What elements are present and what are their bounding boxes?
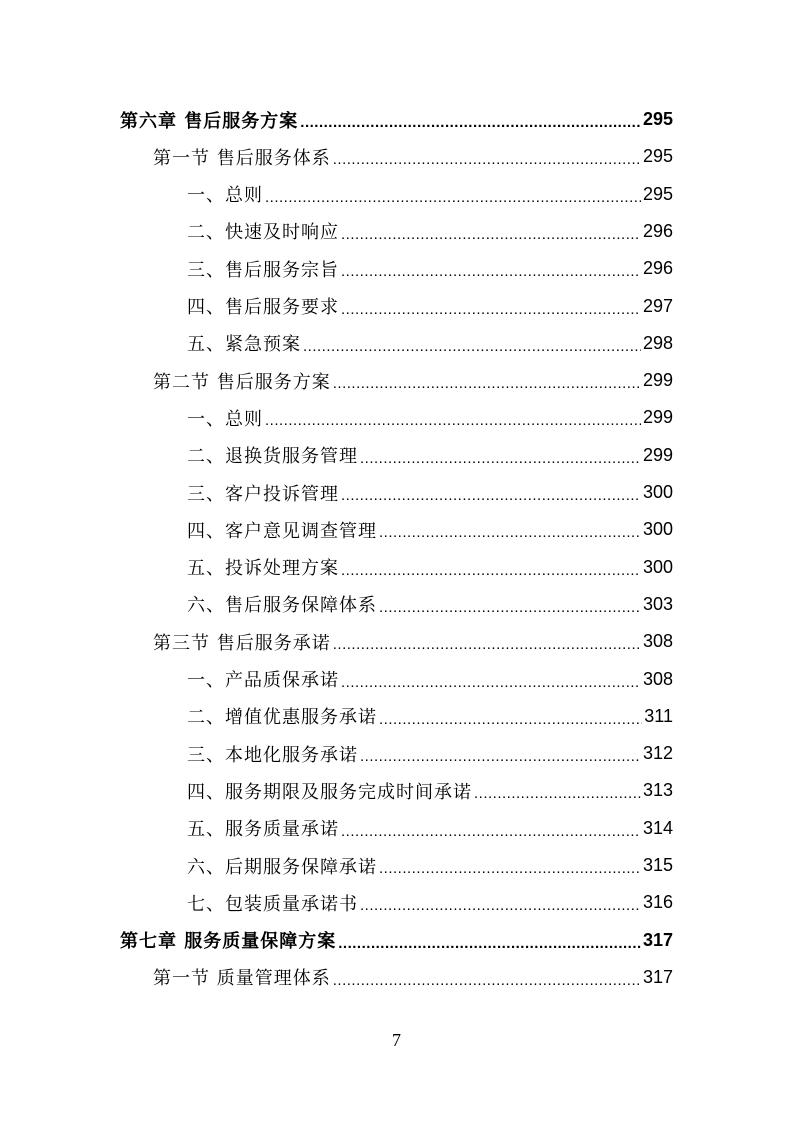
toc-dot-leader (341, 487, 641, 504)
toc-entry-page-number: 298 (642, 332, 673, 353)
toc-entry-page-number: 312 (642, 743, 673, 764)
toc-entry-title: 三、本地化服务承诺 (187, 744, 358, 766)
toc-entry-section[interactable] (153, 138, 673, 175)
toc-dot-leader (333, 151, 641, 168)
toc-dot-leader (379, 711, 642, 728)
toc-entry-page-number: 295 (642, 146, 673, 167)
toc-entry-title: 五、紧急预案 (187, 334, 301, 356)
toc-entry-title: 第二节 售后服务方案 (153, 371, 331, 393)
toc-entry-page-number: 317 (642, 966, 673, 987)
toc-entry-item[interactable] (187, 437, 673, 474)
toc-entry-page-number: 295 (642, 183, 673, 204)
toc-entry-title: 第七章 服务质量保障方案 (120, 931, 337, 953)
toc-entry-item[interactable] (187, 213, 673, 250)
toc-entry-title: 一、产品质保承诺 (187, 670, 339, 691)
toc-entry-title: 七、包装质量承诺书 (187, 893, 358, 915)
toc-dot-leader (341, 674, 641, 691)
toc-entry-section[interactable] (153, 959, 673, 996)
toc-dot-leader (341, 823, 641, 840)
toc-dot-leader (360, 897, 641, 914)
toc-entry-page-number: 295 (642, 109, 673, 129)
toc-entry-item[interactable] (187, 549, 673, 586)
toc-entry-title: 六、售后服务保障体系 (187, 595, 377, 617)
toc-dot-leader (300, 114, 641, 131)
toc-dot-leader (341, 562, 641, 579)
toc-entry-item[interactable] (187, 399, 673, 436)
toc-dot-leader (379, 524, 641, 541)
toc-entry-page-number: 314 (642, 817, 673, 838)
toc-dot-leader (341, 263, 641, 280)
toc-entry-item[interactable] (187, 511, 673, 548)
toc-entry-title: 五、投诉处理方案 (187, 558, 339, 580)
toc-entry-page-number: 299 (642, 444, 673, 465)
toc-entry-item[interactable] (187, 698, 673, 735)
toc-entry-title: 五、服务质量承诺 (187, 819, 339, 841)
toc-entry-title: 一、总则 (187, 185, 263, 207)
toc-dot-leader (338, 935, 641, 952)
toc-dot-leader (265, 412, 641, 429)
toc-dot-leader (333, 375, 641, 392)
toc-entry-title: 第六章 售后服务方案 (120, 110, 299, 132)
toc-entry-item[interactable] (187, 884, 673, 921)
toc-dot-leader (360, 748, 641, 765)
toc-entry-page-number: 300 (642, 519, 673, 540)
toc-entry-title: 四、服务期限及服务完成时间承诺 (187, 781, 472, 803)
toc-entry-chapter[interactable] (120, 101, 673, 138)
toc-entry-page-number: 300 (642, 556, 673, 577)
toc-entry-title: 六、后期服务保障承诺 (187, 856, 377, 878)
toc-dot-leader (379, 599, 641, 616)
toc-entry-title: 一、总则 (187, 408, 263, 430)
toc-entry-title: 第三节 售后服务承诺 (153, 632, 331, 654)
toc-entry-title: 三、售后服务宗旨 (187, 259, 339, 281)
toc-entry-page-number: 300 (642, 482, 673, 502)
toc-entry-item[interactable] (187, 772, 673, 809)
toc-entry-chapter[interactable] (120, 922, 673, 959)
toc-entry-page-number: 311 (644, 705, 673, 726)
toc-entry-title: 四、客户意见调查管理 (187, 520, 377, 542)
toc-entry-title: 第一节 质量管理体系 (153, 968, 331, 990)
toc-entry-item[interactable] (187, 661, 673, 698)
toc-entry-page-number: 296 (642, 258, 673, 279)
toc-entry-title: 二、增值优惠服务承诺 (187, 707, 377, 729)
toc-dot-leader (333, 972, 641, 989)
toc-dot-leader (333, 636, 641, 653)
toc-dot-leader (474, 785, 641, 802)
toc-entry-section[interactable] (153, 362, 673, 399)
toc-entry-page-number: 313 (642, 780, 673, 801)
toc-entry-title: 二、退换货服务管理 (187, 446, 358, 468)
toc-dot-leader (303, 338, 641, 355)
toc-dot-leader (379, 860, 641, 877)
toc-dot-leader (341, 301, 641, 318)
toc-entry-page-number: 296 (642, 220, 673, 241)
toc-entry-page-number: 297 (642, 295, 673, 316)
toc-entry-item[interactable] (187, 586, 673, 623)
toc-entry-title: 四、售后服务要求 (187, 297, 339, 318)
toc-entry-title: 三、客户投诉管理 (187, 483, 339, 505)
page-number: 7 (392, 1030, 401, 1050)
toc-entry-title: 二、快速及时响应 (187, 222, 339, 244)
toc-entry-item[interactable] (187, 847, 673, 884)
toc-entry-page-number: 299 (642, 370, 673, 391)
toc-entry-page-number: 315 (642, 855, 673, 875)
toc-entry-item[interactable] (187, 735, 673, 772)
toc-entry-item[interactable] (187, 288, 673, 325)
toc-entry-item[interactable] (187, 325, 673, 362)
toc-entry-title: 第一节 售后服务体系 (153, 147, 331, 169)
toc-dot-leader (341, 226, 641, 243)
toc-entry-page-number: 299 (642, 407, 673, 428)
toc-entry-page-number: 308 (642, 668, 673, 689)
toc-entry-item[interactable] (187, 176, 673, 213)
toc-entry-page-number: 308 (642, 631, 673, 652)
toc-dot-leader (360, 450, 641, 467)
toc-entry-item[interactable] (187, 474, 673, 511)
toc-entry-page-number: 317 (642, 929, 673, 950)
toc-entry-item[interactable] (187, 810, 673, 847)
toc-entry-section[interactable] (153, 623, 673, 660)
toc-entry-page-number: 316 (642, 892, 673, 913)
toc-dot-leader (265, 189, 641, 206)
toc-entry-item[interactable] (187, 250, 673, 287)
toc-entry-page-number: 303 (642, 593, 673, 614)
